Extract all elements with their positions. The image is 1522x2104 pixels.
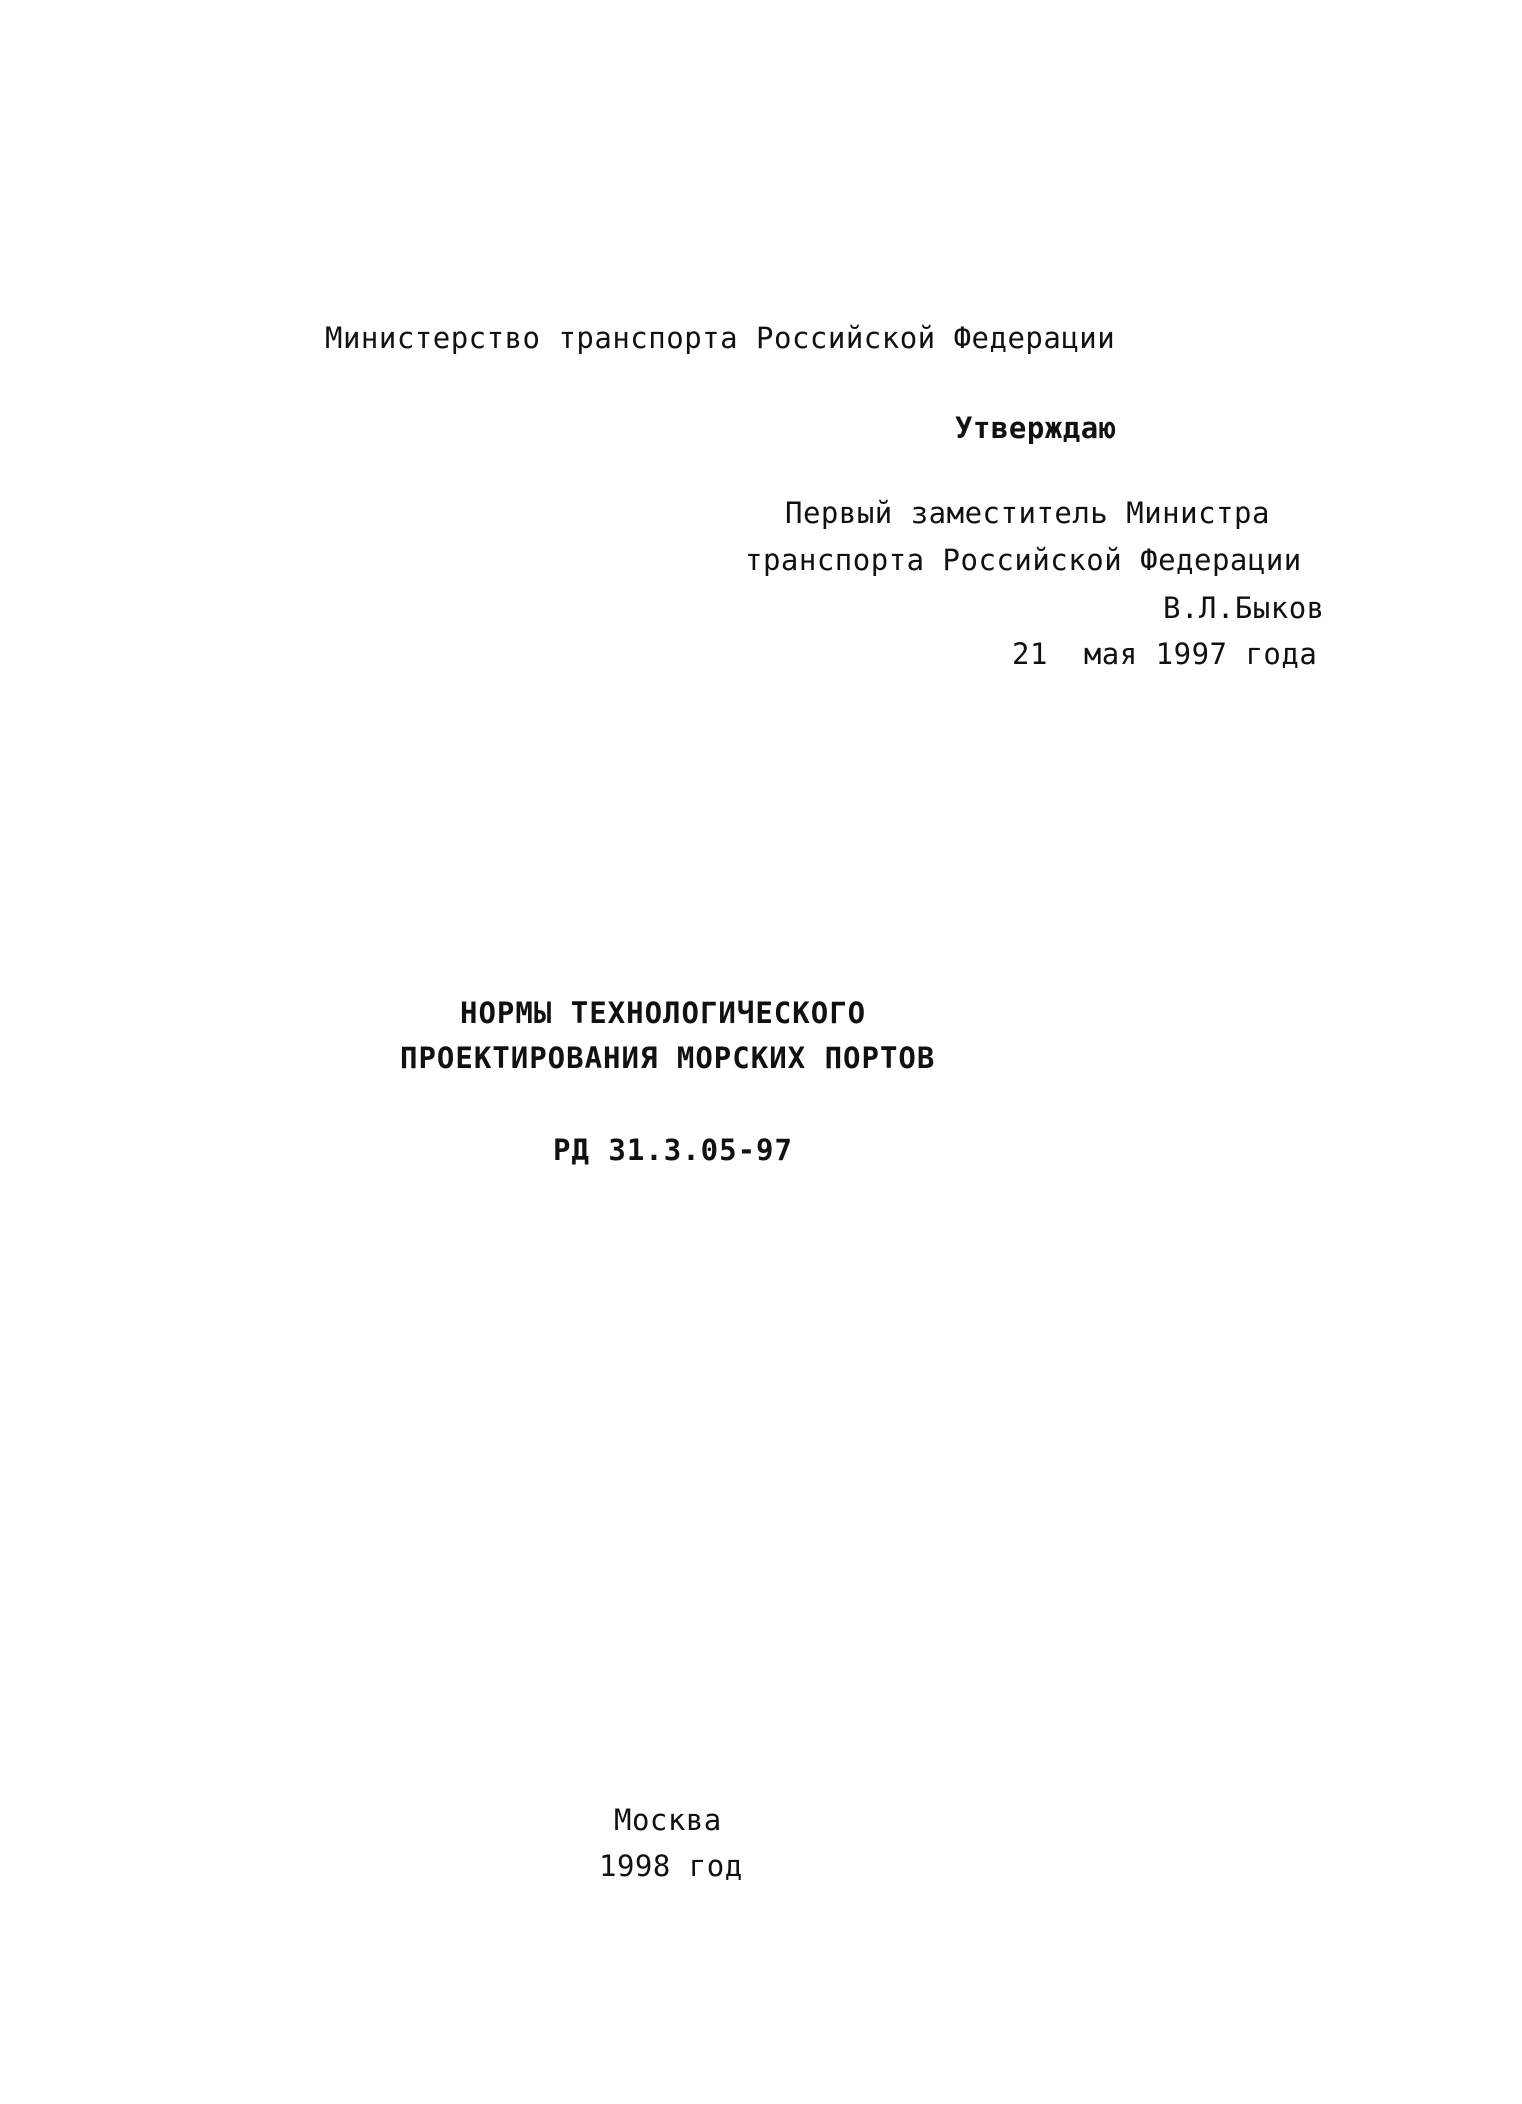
ministry-header: Министерство транспорта Российской Федерации [325, 321, 1116, 355]
approver-signatory: В.Л.Быков [1163, 591, 1325, 625]
publication-year: 1998 год [599, 1849, 743, 1883]
approve-label: Утверждаю [955, 411, 1117, 445]
document-code: РД 31.3.05-97 [553, 1133, 793, 1167]
document-title-line2: ПРОЕКТИРОВАНИЯ МОРСКИХ ПОРТОВ [400, 1041, 936, 1075]
approval-date: 21 мая 1997 года [1012, 637, 1318, 671]
publication-city: Москва [614, 1803, 722, 1837]
approver-position-line2: транспорта Российской Федерации [745, 543, 1302, 577]
approver-position-line1: Первый заместитель Министра [785, 496, 1270, 530]
document-title-line1: НОРМЫ ТЕХНОЛОГИЧЕСКОГО [460, 996, 867, 1030]
